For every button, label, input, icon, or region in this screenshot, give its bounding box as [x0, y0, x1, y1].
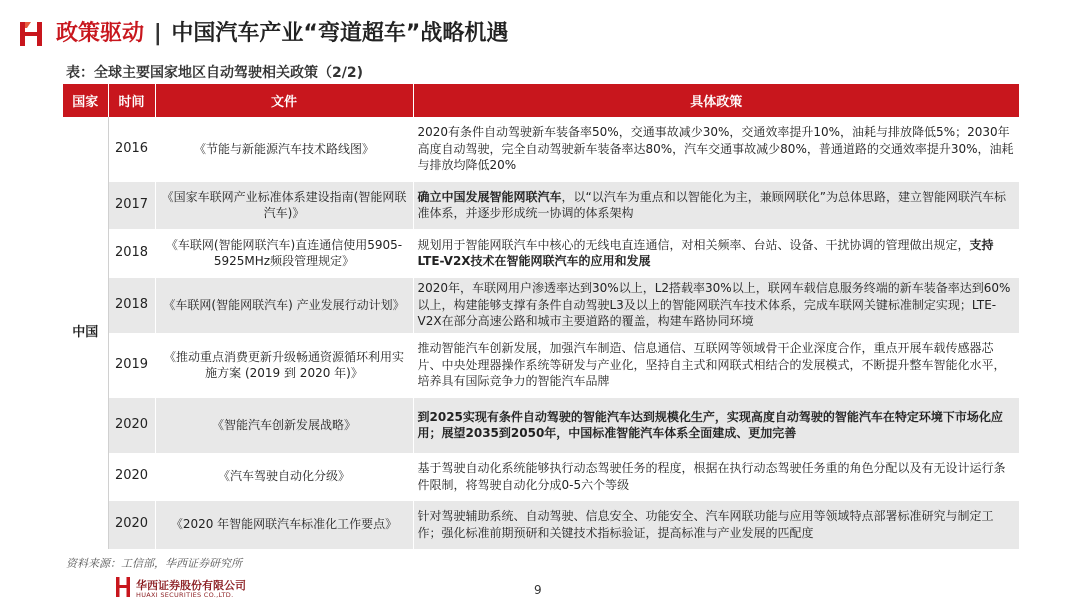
policy-highlight-text: 支持LTE-V2X技术在智能网联汽车的应用和发展: [417, 237, 994, 268]
policy-text: 基于驾驶自动化系统能够执行动态驾驶任务的程度，根据在执行动态驾驶任务重的角色分配以及有无设计运行条件限制，将驾驶自动化分成0-5六个等级: [417, 461, 1006, 492]
policy-cell: [413, 453, 1019, 500]
document-cell: 《车联网(智能网联汽车) 产业发展行动计划》: [155, 277, 413, 333]
policy-cell: [413, 397, 1019, 453]
table-row: [63, 500, 1019, 549]
table-row: [63, 229, 1019, 277]
header-policy: 具体政策: [413, 84, 1019, 117]
policy-text: 2020年，车联网用户渗透率达到30%以上，L2搭载率30%以上，联网车载信息服务终端的新车装备率达到60%以上，构建能够支撑有条件自动驾驶L3及以上的智能网联汽车技术体系，完成车联网关键标准制定实现；LTE-V2X在部分高速公路和城市主要道路的覆盖，构建车路协同环境: [417, 281, 1011, 329]
title-highlight: 政策驱动: [56, 21, 145, 46]
year-cell: 2018: [108, 229, 155, 277]
policy-text: 2020有条件自动驾驶新车装备率50%，交通事故减少30%，交通效率提升10%，油耗与排放降低5%；2030年高度自动驾驶，完全自动驾驶新车装备率达80%，汽车交通事故减少80%，普通道路的交通效率提升30%，油耗与排放均降低20%: [417, 125, 1014, 172]
policy-cell: [413, 117, 1019, 181]
policy-text: 针对驾驶辅助系统、自动驾驶、信息安全、功能安全、汽车网联功能与应用等领域特点部署标准研究与制定工作；强化标准前期预研和关键技术指标验证，提高标准与产业发展的匹配度: [417, 509, 994, 540]
table-row: [63, 277, 1019, 333]
header-year: 时间: [108, 84, 155, 117]
title-rest: 中国汽车产业“弯道超车”战略机遇: [171, 21, 509, 46]
document-cell: 《智能汽车创新发展战略》: [155, 397, 413, 453]
year-cell: 2020: [108, 500, 155, 549]
policy-cell: [413, 277, 1019, 333]
policy-table: [63, 84, 1020, 550]
year-cell: 2020: [108, 453, 155, 500]
year-cell: 2020: [108, 397, 155, 453]
table-caption: 表：全球主要国家地区自动驾驶相关政策（2/2): [66, 65, 363, 81]
document-cell: 《国家车联网产业标准体系建设指南(智能网联汽车)》: [155, 181, 413, 229]
source-note: 资料来源：工信部，华西证券研究所: [66, 557, 242, 570]
policy-cell: [413, 229, 1019, 277]
country-cell: 中国: [63, 117, 108, 549]
document-cell: 《节能与新能源汽车技术路线图》: [155, 117, 413, 181]
policy-cell: [413, 333, 1019, 397]
page-title: [56, 16, 508, 52]
header-document: 文件: [155, 84, 413, 117]
year-cell: 2016: [108, 117, 155, 181]
title-separator: |: [153, 21, 162, 46]
policy-text: ，以“以汽车为重点和以智能化为主，兼顾网联化”为总体思路，建立智能网联汽车标准体系，并逐步形成统一协调的体系架构: [417, 189, 1006, 220]
footer-logo-icon: [115, 576, 131, 598]
table-row: [63, 453, 1019, 500]
table-header-row: [63, 84, 1019, 117]
document-cell: 《车联网(智能网联汽车)直连通信使用5905-5925MHz频段管理规定》: [155, 229, 413, 277]
policy-highlight-text: 到2025实现有条件自动驾驶的智能汽车达到规模化生产，实现高度自动驾驶的智能汽车在特定环境下市场化应用；展望2035到2050年，中国标准智能汽车体系全面建成、更加完善: [417, 409, 1003, 440]
table-row: [63, 397, 1019, 453]
huaxi-logo-icon: [18, 20, 44, 48]
document-cell: 《汽车驾驶自动化分级》: [155, 453, 413, 500]
table-row: [63, 117, 1019, 181]
year-cell: 2019: [108, 333, 155, 397]
policy-text: 推动智能汽车创新发展，加强汽车制造、信息通信、互联网等领域骨干企业深度合作，重点开展车载传感器芯片、中央处理器操作系统等研发与产业化，坚持自主式和网联式相结合的发展模式，不断提升整车智能化水平，培养具有国际竞争力的智能汽车品牌: [417, 341, 1006, 389]
year-cell: 2017: [108, 181, 155, 229]
footer-company-en: HUAXI SECURITIES CO.,LTD.: [136, 591, 234, 599]
table-body: [63, 117, 1019, 549]
policy-highlight-text: 确立中国发展智能网联汽车: [417, 189, 562, 204]
policy-cell: [413, 500, 1019, 549]
footer-company-cn: 华西证券股份有限公司: [136, 579, 246, 592]
policy-text: 规划用于智能网联汽车中核心的无线电直连通信，对相关频率、台站、设备、干扰协调的管理做出规定，: [417, 237, 970, 252]
document-cell: 《推动重点消费更新升级畅通资源循环利用实施方案 (2019 到 2020 年)》: [155, 333, 413, 397]
policy-cell: [413, 181, 1019, 229]
table-row: [63, 333, 1019, 397]
table-row: [63, 181, 1019, 229]
header-country: 国家: [63, 84, 108, 117]
page-number: 9: [534, 583, 542, 597]
year-cell: 2018: [108, 277, 155, 333]
document-cell: 《2020 年智能网联汽车标准化工作要点》: [155, 500, 413, 549]
